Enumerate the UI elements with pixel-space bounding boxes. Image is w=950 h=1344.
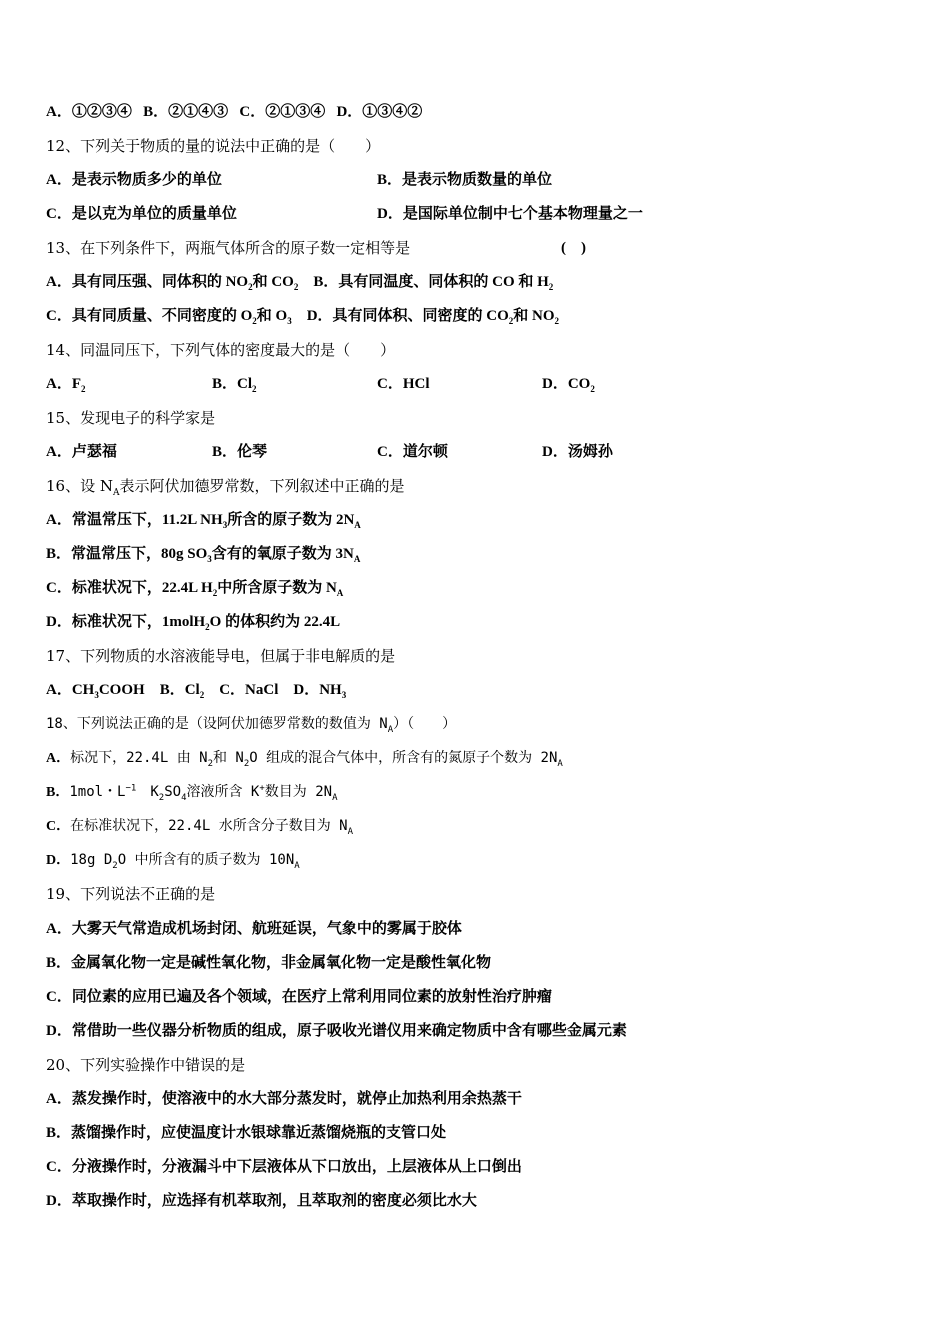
q11-option-d: D．①③④② [336, 104, 423, 120]
q12-option-d: D．是国际单位制中七个基本物理量之一 [377, 206, 643, 222]
q11-option-b: B．②①④③ [143, 104, 229, 120]
q13-option-c: C．具有同质量、不同密度的 $O_2$和 $O_3$ [46, 308, 292, 326]
q17-stem: 17、下列物质的水溶液能导电，但属于非电解质的是 [46, 647, 396, 665]
q18-option-d: D．18g $D_2O$ 中所含有的质子数为 $10N_A$ [46, 852, 300, 871]
q13-paren: ( ) [561, 240, 586, 256]
q20-option-b: B．蒸馏操作时，应使温度计水银球靠近蒸馏烧瓶的支管口处 [46, 1125, 447, 1141]
q15-option-a: A．卢瑟福 [46, 444, 117, 460]
q15-option-b: B．伦琴 [212, 444, 268, 460]
q15-option-d: D．汤姆孙 [542, 444, 613, 460]
q14-option-a: A．$F_2$ [46, 376, 86, 394]
q18-option-a: A．标况下，22.4L 由 $N_2$和 $N_2O$ 组成的混合气体中，所含有的氮原子个数为 $2N_A$ [46, 750, 563, 769]
q11-option-c: C．②①③④ [239, 104, 326, 120]
q13-option-a: A．具有同压强、同体积的 $NO_2$和 $CO_2$ [46, 274, 299, 292]
q16-option-a: A．常温常压下，11.2L $NH_3$所含的原子数为 $2N_A$ [46, 512, 361, 530]
q19-option-a: A．大雾天气常造成机场封闭、航班延误，气象中的雾属于胶体 [46, 921, 462, 937]
q16-stem: 16、设 $N_A$表示阿伏加德罗常数，下列叙述中正确的是 [46, 477, 405, 498]
q16-option-b: B．常温常压下，80g $SO_3$含有的氧原子数为 $3N_A$ [46, 546, 361, 564]
q20-option-c: C．分液操作时，分液漏斗中下层液体从下口放出，上层液体从上口倒出 [46, 1159, 522, 1175]
q16-option-d: D．标准状况下，1molH$_2$O 的体积约为 22.4L [46, 614, 341, 632]
q18-stem: 18、下列说法正确的是（设阿伏加德罗常数的数值为 $N_A$）（ ） [46, 716, 457, 735]
q17-option-d: D．$NH_3$ [293, 682, 347, 700]
q16-option-c: C．标准状况下，22.4L $H_2$中所含原子数为 $N_A$ [46, 580, 344, 598]
q18-option-c: C．在标准状况下，22.4L 水所含分子数目为 $N_A$ [46, 818, 353, 837]
q17-option-b: B．$Cl_2$ [159, 682, 205, 700]
q13-option-d: D．具有同体积、同密度的 $CO_2$和 $NO_2$ [306, 308, 560, 326]
q12-option-b: B．是表示物质数量的单位 [377, 172, 553, 188]
q20-option-d: D．萃取操作时，应选择有机萃取剂，且萃取剂的密度必须比水大 [46, 1193, 477, 1209]
q19-option-d: D．常借助一些仪器分析物质的组成，原子吸收光谱仪用来确定物质中含有哪些金属元素 [46, 1023, 627, 1039]
q13-stem: 13、在下列条件下，两瓶气体所含的原子数一定相等是 [46, 239, 411, 257]
q14-option-b: B．$Cl_2$ [212, 376, 257, 394]
q12-stem: 12、下列关于物质的量的说法中正确的是（ ） [46, 137, 381, 155]
q12-option-a: A．是表示物质多少的单位 [46, 172, 222, 188]
q14-stem: 14、同温同压下，下列气体的密度最大的是（ ） [46, 341, 396, 359]
q13-option-b: B．具有同温度、同体积的 CO 和 $H_2$ [313, 274, 554, 292]
q15-option-c: C．道尔顿 [377, 444, 448, 460]
q20-option-a: A．蒸发操作时，使溶液中的水大部分蒸发时，就停止加热利用余热蒸干 [46, 1091, 522, 1107]
q12-option-c: C．是以克为单位的质量单位 [46, 206, 237, 222]
q18-option-b: B．1mol・$L^{-1}$ $K_2SO_4$溶液所含 K+数目为 $2N_A$ [46, 783, 338, 803]
q17-options [46, 680, 346, 700]
q17-option-c: C．NaCl [219, 682, 279, 698]
q14-option-c: C．HCl [377, 376, 430, 392]
q13-options-ab [46, 272, 553, 292]
q11-option-a: A．①②③④ [46, 104, 132, 120]
q19-option-c: C．同位素的应用已遍及各个领域，在医疗上常利用同位素的放射性治疗肿瘤 [46, 989, 552, 1005]
q15-stem: 15、发现电子的科学家是 [46, 409, 216, 427]
q20-stem: 20、下列实验操作中错误的是 [46, 1056, 246, 1074]
q14-option-d: D．$CO_2$ [542, 376, 595, 394]
q17-option-a: A．$CH_3COOH$ [46, 682, 145, 700]
q19-option-b: B．金属氧化物一定是碱性氧化物，非金属氧化物一定是酸性氧化物 [46, 955, 492, 971]
q11-options [46, 102, 422, 122]
q13-options-cd [46, 306, 559, 326]
q19-stem: 19、下列说法不正确的是 [46, 885, 216, 903]
